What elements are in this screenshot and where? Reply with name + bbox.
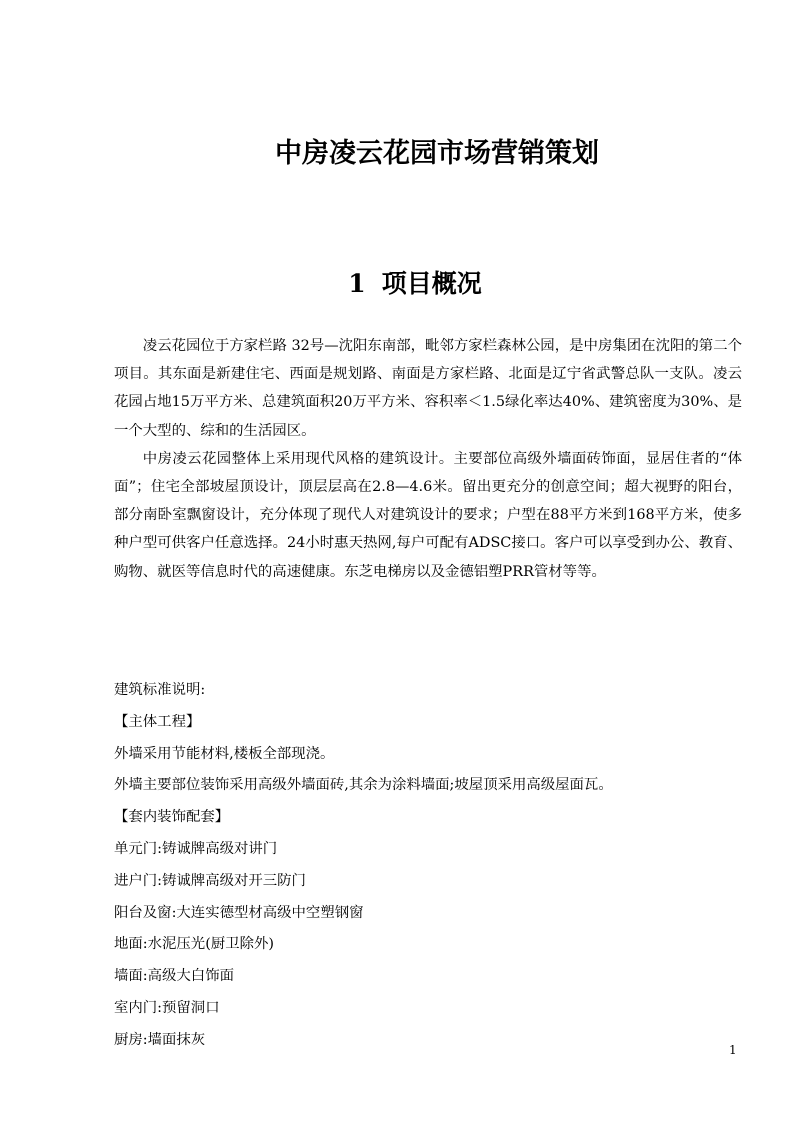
- section-number: 1: [348, 269, 366, 298]
- spec-item: 墙面:高级大白饰面: [114, 968, 234, 985]
- spec-item: 外墙采用节能材料,楼板全部现浇。: [114, 745, 335, 762]
- building-standards-list: [114, 675, 742, 1057]
- spec-item: 单元门:铸诚牌高级对讲门: [114, 840, 278, 857]
- spec-item: 进户门:铸诚牌高级对开三防门: [114, 872, 306, 889]
- section-title-text: 项目概况: [381, 269, 482, 298]
- spec-item: 地面:水泥压光(厨卫除外): [114, 936, 274, 953]
- spec-item: 外墙主要部位装饰采用高级外墙面砖,其余为涂料墙面;坡屋顶采用高级屋面瓦。: [114, 777, 613, 794]
- spec-section-main-structure: 【主体工程】: [114, 713, 201, 730]
- section-heading: [0, 264, 794, 304]
- document-title: 中房凌云花园市场营销策划: [275, 138, 599, 169]
- paragraph-design: 中房凌云花园整体上采用现代风格的建筑设计。主要部位高级外墙面砖饰面，显居住者的“体面”；住宅全部坡屋顶设计，顶层层高在2.8—4.6米。留出更充分的创意空间；超大视野的阳台，部分南卧室飘窗设计，充分体现了现代人对建筑设计的要求；户型在88平方米到168平方米，使多种户型可供客户任意选择。24小时惠天热网,每户可配有ADSC接口。客户可以享受到办公、教育、购物、就医等信息时代的高速健康。东芝电梯房以及金德铝塑PRR管材等等。: [114, 450, 742, 580]
- spec-item: 阳台及窗:大连实德型材高级中空塑钢窗: [114, 904, 364, 921]
- page-number: 1: [729, 1043, 737, 1057]
- spec-item: 室内门:预留洞口: [114, 999, 220, 1016]
- spec-section-interior: 【套内装饰配套】: [114, 809, 230, 826]
- spec-heading: 建筑标准说明:: [114, 682, 206, 698]
- paragraph-location: 凌云花园位于方家栏路 32号—沈阳东南部，毗邻方家栏森林公园，是中房集团在沈阳的第二个项目。其东面是新建住宅、西面是规划路、南面是方家栏路、北面是辽宁省武警总队一支队。凌云花园占地15万平方米、总建筑面积20万平方米、容积率＜1.5绿化率达40%、建筑密度为30%、是一个大型的、综和的生活园区。: [114, 338, 742, 439]
- project-overview-body: [114, 332, 742, 586]
- spec-item: 厨房:墙面抹灰: [114, 1031, 206, 1048]
